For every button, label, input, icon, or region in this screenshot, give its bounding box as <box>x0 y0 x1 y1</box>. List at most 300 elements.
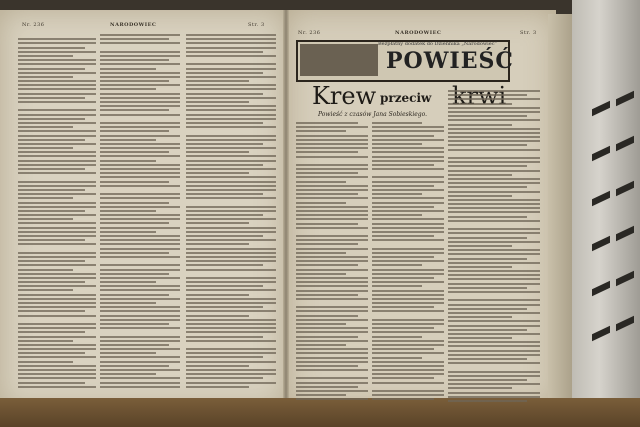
text-line <box>18 155 96 157</box>
text-line <box>296 164 368 166</box>
text-line <box>296 336 358 338</box>
text-line <box>100 356 180 358</box>
text-line <box>448 345 540 347</box>
shelf-slot <box>592 281 610 296</box>
text-line <box>186 126 276 128</box>
text-line <box>18 109 96 111</box>
text-line <box>18 252 96 254</box>
text-line <box>186 210 276 212</box>
text-line <box>186 306 263 308</box>
text-line <box>186 93 263 95</box>
text-line <box>18 365 96 367</box>
text-line <box>448 174 512 176</box>
text-line <box>372 248 444 250</box>
text-line <box>296 139 368 141</box>
text-line <box>100 369 180 371</box>
text-line <box>372 315 444 317</box>
text-line <box>18 181 96 183</box>
text-line <box>372 319 444 321</box>
text-line <box>186 155 276 157</box>
text-line <box>100 227 180 229</box>
text-line <box>18 51 96 53</box>
text-line <box>100 155 180 157</box>
text-line <box>100 93 180 95</box>
text-line <box>372 122 422 124</box>
text-line <box>296 361 368 363</box>
text-line <box>100 235 180 237</box>
text-line <box>186 181 276 183</box>
text-line <box>100 185 180 187</box>
text-line <box>100 151 169 153</box>
text-line <box>100 51 180 53</box>
shelf-slot <box>616 91 634 106</box>
text-line <box>186 352 276 354</box>
powiesc-masthead <box>296 40 514 82</box>
text-line <box>186 340 276 342</box>
text-line <box>186 323 276 325</box>
text-line <box>186 47 276 49</box>
text-line <box>100 193 180 195</box>
text-line <box>186 88 276 90</box>
text-line <box>100 264 180 266</box>
text-line <box>296 151 358 153</box>
text-line <box>296 369 368 371</box>
text-line <box>18 319 96 321</box>
text-line <box>100 298 180 300</box>
text-line <box>18 348 96 350</box>
text-line <box>18 172 96 174</box>
text-line <box>372 168 444 170</box>
text-line <box>372 298 444 300</box>
story-title-word-1: Krew <box>312 82 377 110</box>
text-line <box>448 253 540 255</box>
text-line <box>296 298 368 300</box>
right-column-1 <box>296 122 368 407</box>
text-line <box>448 308 527 310</box>
text-line <box>186 319 276 321</box>
text-line <box>100 310 180 312</box>
text-line <box>372 365 444 367</box>
text-line <box>372 239 444 241</box>
text-line <box>296 143 368 145</box>
text-line <box>186 176 276 178</box>
text-line <box>296 210 368 212</box>
text-line <box>372 377 434 379</box>
text-line <box>448 136 540 138</box>
text-line <box>372 382 444 384</box>
text-line <box>372 361 444 363</box>
text-line <box>448 144 527 146</box>
text-line <box>296 285 368 287</box>
text-line <box>448 392 540 394</box>
text-line <box>296 214 368 216</box>
text-line <box>448 258 527 260</box>
text-line <box>186 281 276 283</box>
text-line <box>18 42 96 44</box>
text-line <box>18 386 96 388</box>
text-line <box>296 181 346 183</box>
text-line <box>18 59 96 61</box>
text-line <box>448 216 527 218</box>
text-line <box>100 331 180 333</box>
text-line <box>18 336 96 338</box>
right-page-number: Nr. 236 <box>298 30 321 36</box>
text-line <box>448 379 527 381</box>
text-line <box>296 377 368 379</box>
right-column-3 <box>448 90 540 407</box>
text-line <box>18 382 85 384</box>
text-line <box>448 375 540 377</box>
text-line <box>372 206 434 208</box>
text-line <box>372 306 434 308</box>
text-line <box>448 153 540 155</box>
text-line <box>186 235 263 237</box>
text-line <box>100 139 156 141</box>
text-line <box>100 281 156 283</box>
text-line <box>448 224 540 226</box>
text-line <box>186 331 276 333</box>
text-line <box>18 361 73 363</box>
text-line <box>100 72 180 74</box>
text-line <box>100 206 180 208</box>
text-line <box>100 42 180 44</box>
text-line <box>296 202 346 204</box>
text-line <box>296 260 368 262</box>
text-line <box>448 400 527 402</box>
text-line <box>18 327 96 329</box>
text-line <box>448 107 540 109</box>
text-line <box>186 214 263 216</box>
text-line <box>18 281 85 283</box>
text-line <box>296 235 368 237</box>
text-line <box>448 207 540 209</box>
text-line <box>18 302 96 304</box>
text-line <box>296 231 368 233</box>
text-line <box>18 340 73 342</box>
text-line <box>18 126 73 128</box>
text-line <box>448 228 540 230</box>
right-page-header: NARODOWIEC <box>395 30 442 36</box>
text-line <box>448 157 540 159</box>
text-line <box>100 80 169 82</box>
text-line <box>186 382 276 384</box>
text-line <box>448 262 540 264</box>
text-line <box>100 285 180 287</box>
left-page-issue: Str. 3 <box>248 22 265 28</box>
text-line <box>448 387 512 389</box>
text-line <box>372 256 434 258</box>
text-line <box>100 256 180 258</box>
text-line <box>372 294 444 296</box>
text-line <box>448 249 540 251</box>
text-line <box>448 396 540 398</box>
text-line <box>100 336 180 338</box>
text-line <box>186 310 276 312</box>
text-line <box>372 227 444 229</box>
text-line <box>100 273 169 275</box>
masthead-title: POWIEŚĆ <box>386 48 514 74</box>
text-line <box>18 101 96 103</box>
text-line <box>18 294 96 296</box>
text-line <box>372 331 444 333</box>
shelf-slot <box>592 326 610 341</box>
text-line <box>186 260 276 262</box>
text-line <box>100 386 180 388</box>
masthead-illustration <box>300 44 378 76</box>
text-line <box>18 222 96 224</box>
text-line <box>372 386 444 388</box>
text-line <box>448 329 527 331</box>
text-line <box>18 235 96 237</box>
text-line <box>18 84 96 86</box>
text-line <box>296 248 368 250</box>
text-line <box>296 365 358 367</box>
text-line <box>100 319 180 321</box>
text-line <box>100 135 180 137</box>
text-line <box>18 151 96 153</box>
text-line <box>18 264 96 266</box>
text-line <box>100 38 169 40</box>
text-line <box>296 243 358 245</box>
text-line <box>186 84 276 86</box>
text-line <box>100 365 169 367</box>
text-line <box>186 218 276 220</box>
text-line <box>186 105 276 107</box>
text-line <box>100 340 180 342</box>
text-line <box>372 164 434 166</box>
text-line <box>186 227 276 229</box>
text-line <box>296 306 368 308</box>
text-line <box>296 130 346 132</box>
text-line <box>296 373 368 375</box>
text-line <box>186 294 249 296</box>
shelf-slot <box>592 191 610 206</box>
text-line <box>186 285 263 287</box>
page-edge <box>548 14 574 414</box>
text-line <box>18 55 73 57</box>
text-line <box>296 122 358 124</box>
text-line <box>448 124 512 126</box>
text-line <box>296 126 368 128</box>
text-line <box>372 130 444 132</box>
text-line <box>100 97 180 99</box>
text-line <box>18 147 73 149</box>
text-line <box>448 274 540 276</box>
text-line <box>100 34 180 36</box>
text-line <box>372 252 444 254</box>
text-line <box>18 356 96 358</box>
text-line <box>372 231 444 233</box>
text-line <box>296 344 346 346</box>
text-line <box>296 352 368 354</box>
text-line <box>186 252 276 254</box>
text-line <box>186 377 263 379</box>
text-line <box>18 68 85 70</box>
text-line <box>100 222 169 224</box>
text-line <box>100 327 180 329</box>
text-line <box>100 239 180 241</box>
text-line <box>296 185 368 187</box>
text-line <box>448 111 540 113</box>
text-line <box>372 340 444 342</box>
text-line <box>18 189 85 191</box>
text-line <box>18 377 96 379</box>
text-line <box>18 105 96 107</box>
text-line <box>296 269 368 271</box>
text-line <box>372 172 444 174</box>
text-line <box>296 160 368 162</box>
text-line <box>372 139 444 141</box>
text-line <box>186 59 276 61</box>
text-line <box>100 189 180 191</box>
text-line <box>100 176 180 178</box>
text-line <box>448 304 540 306</box>
shelf-slot <box>592 146 610 161</box>
text-line <box>372 285 422 287</box>
shelf-slot <box>616 181 634 196</box>
page-gutter <box>283 10 289 408</box>
text-line <box>372 181 444 183</box>
text-line <box>100 210 156 212</box>
text-line <box>448 299 540 301</box>
text-line <box>18 197 73 199</box>
text-line <box>372 202 444 204</box>
text-line <box>296 390 368 392</box>
text-line <box>100 260 180 262</box>
text-line <box>372 398 434 400</box>
text-line <box>372 160 444 162</box>
text-line <box>372 214 422 216</box>
text-line <box>100 377 180 379</box>
text-line <box>186 76 276 78</box>
text-line <box>296 172 358 174</box>
story-title-word-2: przeciw <box>380 91 432 105</box>
text-line <box>448 178 540 180</box>
text-line <box>18 80 96 82</box>
left-page-header: NARODOWIEC <box>110 22 157 28</box>
right-page-issue: Str. 3 <box>520 30 537 36</box>
text-line <box>296 294 358 296</box>
text-line <box>100 248 180 250</box>
text-line <box>296 348 368 350</box>
text-line <box>296 156 368 158</box>
text-line <box>296 340 368 342</box>
text-line <box>448 350 540 352</box>
text-line <box>100 231 156 233</box>
text-line <box>18 135 96 137</box>
text-line <box>448 149 540 151</box>
text-line <box>448 211 540 213</box>
text-line <box>186 356 263 358</box>
text-line <box>296 252 346 254</box>
text-line <box>448 316 512 318</box>
text-line <box>296 302 368 304</box>
text-line <box>372 135 434 137</box>
left-column-3 <box>186 34 276 394</box>
text-line <box>186 118 276 120</box>
text-line <box>100 252 169 254</box>
text-line <box>372 281 444 283</box>
text-line <box>18 122 96 124</box>
text-line <box>448 354 540 356</box>
text-line <box>18 38 96 40</box>
text-line <box>100 130 169 132</box>
text-line <box>186 231 276 233</box>
text-line <box>296 176 368 178</box>
text-line <box>18 210 85 212</box>
text-line <box>296 264 358 266</box>
text-line <box>448 291 540 293</box>
text-line <box>18 331 85 333</box>
text-line <box>186 38 276 40</box>
text-line <box>18 289 73 291</box>
text-line <box>186 139 276 141</box>
text-line <box>100 164 180 166</box>
text-line <box>18 202 96 204</box>
text-line <box>186 114 276 116</box>
text-line <box>18 47 85 49</box>
text-line <box>296 193 358 195</box>
text-line <box>18 97 85 99</box>
text-line <box>296 323 346 325</box>
text-line <box>448 270 540 272</box>
text-line <box>372 185 434 187</box>
text-line <box>296 168 368 170</box>
text-line <box>186 130 276 132</box>
text-line <box>100 105 180 107</box>
text-line <box>100 315 180 317</box>
text-line <box>100 294 169 296</box>
text-line <box>448 220 540 222</box>
right-column-2 <box>372 122 444 407</box>
text-line <box>100 382 180 384</box>
text-line <box>18 130 96 132</box>
left-column-2 <box>100 34 180 394</box>
text-line <box>18 218 73 220</box>
text-line <box>18 76 73 78</box>
text-line <box>448 186 527 188</box>
text-line <box>372 336 422 338</box>
text-line <box>448 94 527 96</box>
text-line <box>372 277 434 279</box>
text-line <box>448 358 527 360</box>
text-line <box>18 118 85 120</box>
text-line <box>448 165 527 167</box>
text-line <box>186 42 276 44</box>
text-line <box>18 164 96 166</box>
text-line <box>100 302 156 304</box>
text-line <box>186 256 276 258</box>
text-line <box>18 248 96 250</box>
text-line <box>186 264 263 266</box>
text-line <box>296 315 358 317</box>
text-line <box>186 34 276 36</box>
text-line <box>448 362 540 364</box>
text-line <box>296 189 368 191</box>
text-line <box>296 357 368 359</box>
text-line <box>186 386 249 388</box>
text-line <box>448 199 540 201</box>
text-line <box>448 195 512 197</box>
text-line <box>100 114 180 116</box>
text-line <box>100 55 180 57</box>
text-line <box>186 273 276 275</box>
text-line <box>186 51 263 53</box>
text-line <box>100 168 180 170</box>
text-line <box>186 189 276 191</box>
text-line <box>186 361 276 363</box>
text-line <box>372 189 444 191</box>
